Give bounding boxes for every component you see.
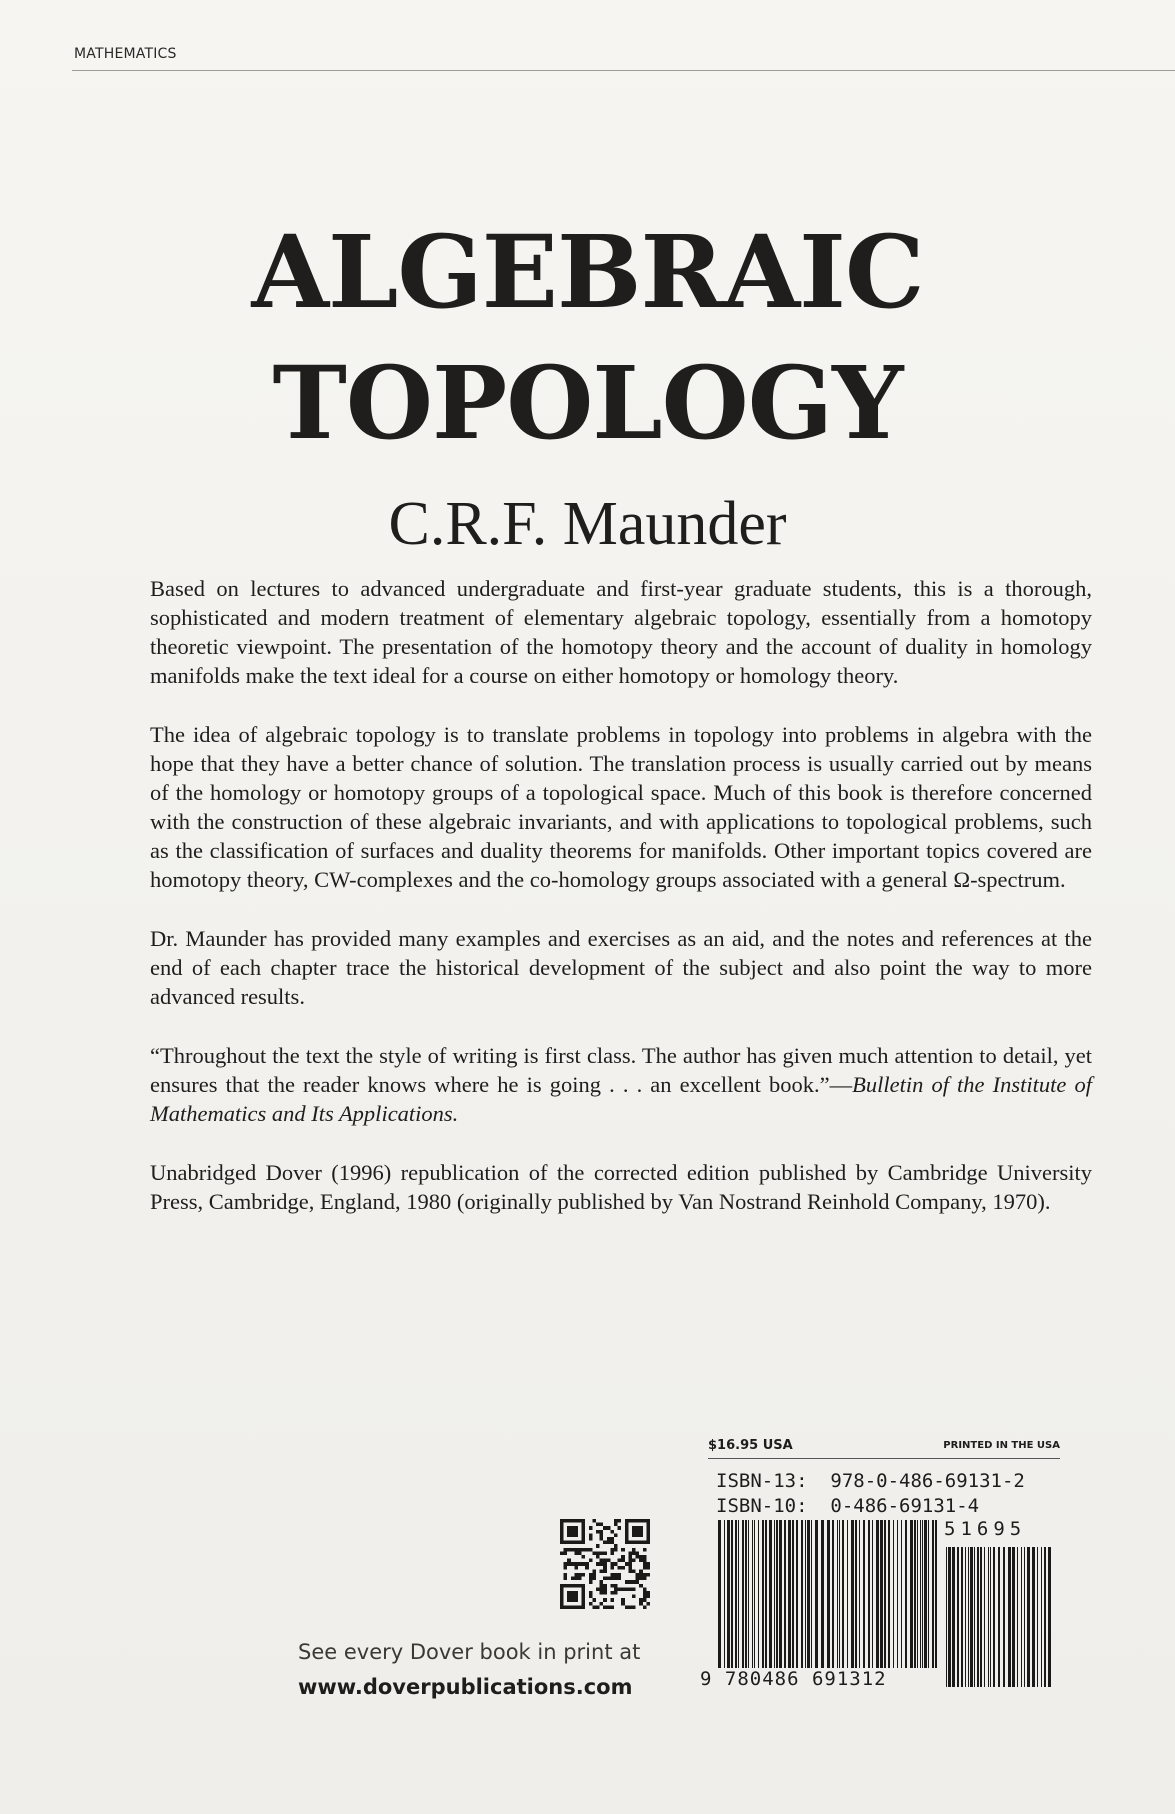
- description-paragraph-3: Dr. Maunder has provided many examples and exercises as an aid, and the notes and references at the end of each chapter trace the historical development of the subject and also point the way to more advanced results.: [150, 926, 1092, 1009]
- category-divider: [72, 70, 1175, 71]
- review-quote-source: Bulletin of the Institute of Mathematics and Its Applications.: [150, 1072, 1093, 1126]
- book-title-line1: ALGEBRAIC: [251, 213, 924, 331]
- book-title-line2: TOPOLOGY: [272, 344, 903, 462]
- dover-promo-text: See every Dover book in print at: [298, 1640, 641, 1664]
- price-divider: [708, 1458, 1060, 1459]
- isbn-10: ISBN-10: 0-486-69131-4: [716, 1495, 980, 1517]
- price-label: $16.95 USA: [708, 1438, 793, 1453]
- book-author: C.R.F. Maunder: [388, 490, 787, 558]
- printed-in-label: PRINTED IN THE USA: [943, 1440, 1060, 1451]
- price-addon-barcode-icon: [946, 1547, 1052, 1687]
- dover-website-link[interactable]: www.doverpublications.com: [298, 1675, 633, 1699]
- qr-code-icon: [560, 1518, 650, 1610]
- barcode-icon: [718, 1520, 940, 1668]
- review-quote-text: “Throughout the text the style of writing is first class. The author has given much attention to detail, yet ensures that the reader knows where he is going . . . an excellent book.”—: [150, 1043, 1092, 1097]
- isbn-13: ISBN-13: 978-0-486-69131-2: [716, 1470, 1025, 1492]
- barcode-digits: 9 780486 691312: [700, 1668, 887, 1690]
- review-quote: [150, 1041, 1092, 1128]
- category-label: MATHEMATICS: [74, 46, 177, 62]
- price-addon-digits: 51695: [944, 1518, 1027, 1540]
- book-description: [150, 574, 1092, 1246]
- description-paragraph-1: Based on lectures to advanced undergraduate and first-year graduate students, this is a thorough, sophisticated and modern treatment of elementary algebraic topology, essentially from a homotopy theoretic viewpoint. The presentation of the homotopy theory and the account of duality in homology manifolds make the text ideal for a course on either homotopy or homology theory.: [150, 576, 1092, 688]
- publication-note: Unabridged Dover (1996) republication of the corrected edition published by Cambridge University Press, Cambridge, England, 1980 (originally published by Van Nostrand Reinhold Company, 1970).: [150, 1160, 1092, 1214]
- description-paragraph-2: The idea of algebraic topology is to translate problems in topology into problems in algebra with the hope that they have a better chance of solution. The translation process is usually carried out by means of the homology or homotopy groups of a topological space. Much of this book is therefore concerned with the construction of these algebraic invariants, and with applications to topological problems, such as the classification of surfaces and duality theorems for manifolds. Other important topics covered are homotopy theory, CW-complexes and the co-homology groups associated with a general Ω-spectrum.: [150, 722, 1092, 892]
